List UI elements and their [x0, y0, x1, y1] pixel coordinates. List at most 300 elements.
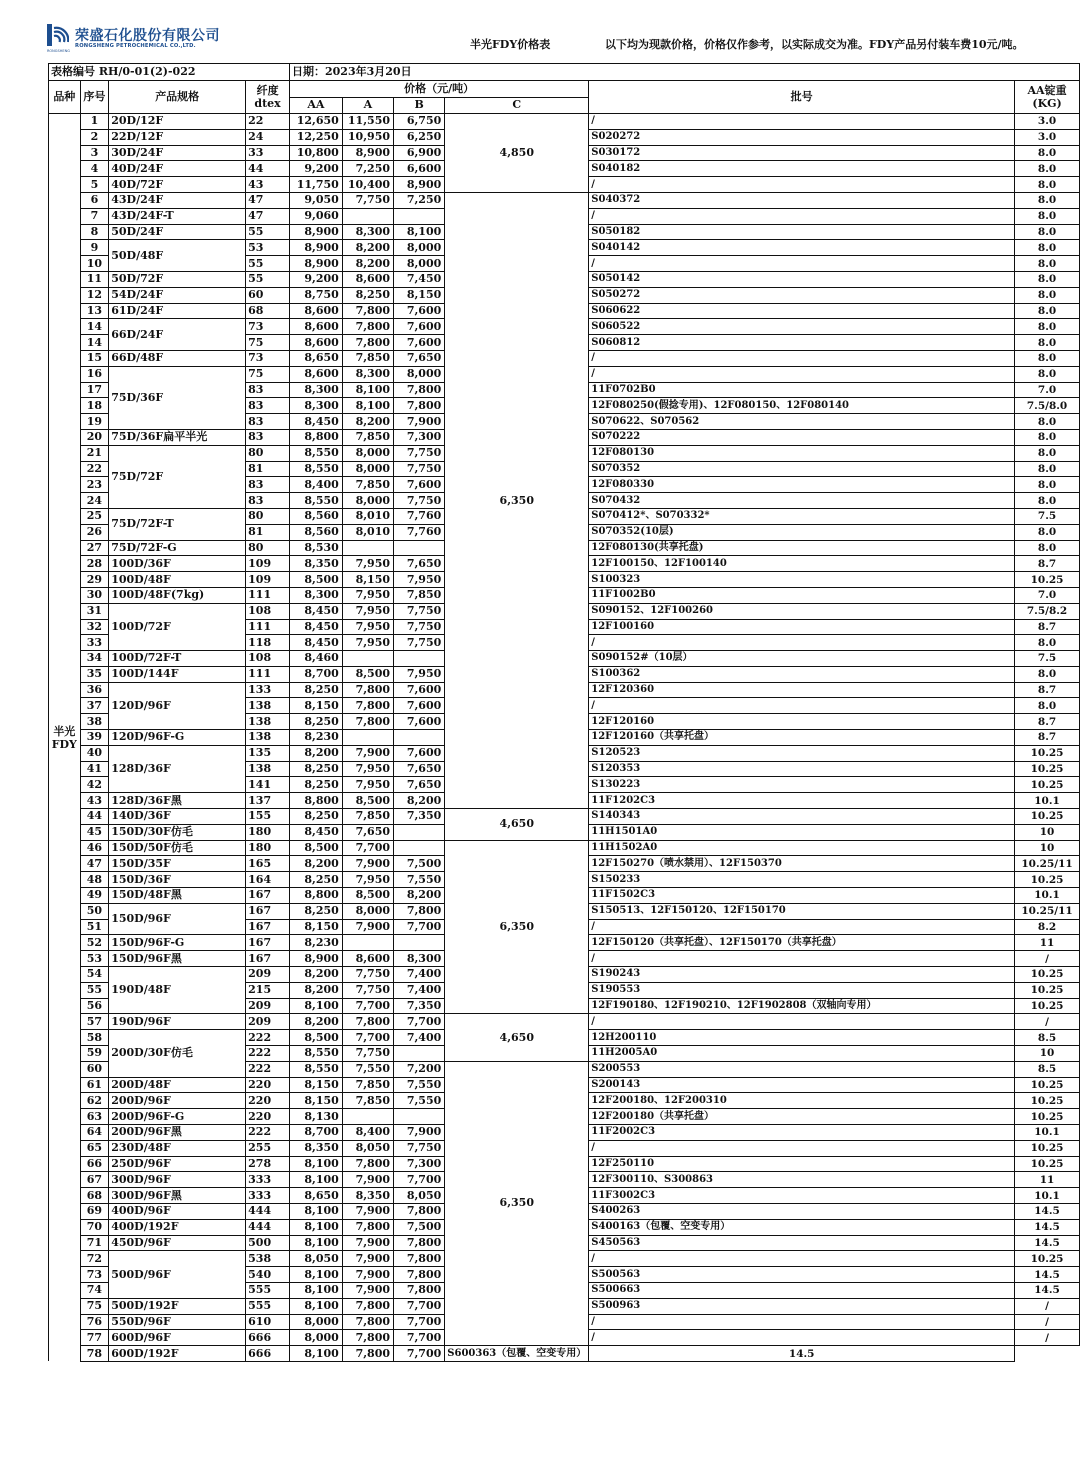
batch-cell: 11F1502C3	[589, 888, 1015, 904]
weight-cell: 8.0	[1015, 445, 1080, 461]
price-aa-cell: 8,250	[290, 777, 343, 793]
dtex-cell: 68	[246, 303, 290, 319]
price-aa-cell: 8,300	[290, 398, 343, 414]
price-aa-cell: 8,250	[290, 872, 343, 888]
price-b-cell: 7,700	[394, 919, 445, 935]
weight-cell: 10.25	[1015, 872, 1080, 888]
weight-cell: 7.0	[1015, 382, 1080, 398]
price-a-cell: 7,950	[342, 635, 393, 651]
seq-cell: 60	[80, 1061, 109, 1077]
batch-cell: S400263	[589, 1203, 1015, 1219]
batch-cell: S200143	[589, 1077, 1015, 1093]
price-aa-cell: 8,560	[290, 508, 343, 524]
price-b-cell: 7,600	[394, 303, 445, 319]
seq-cell: 37	[80, 698, 109, 714]
batch-cell: S020272	[589, 129, 1015, 145]
weight-cell: /	[1015, 1014, 1080, 1030]
weight-cell: 8.7	[1015, 556, 1080, 572]
dtex-cell: 75	[246, 366, 290, 382]
price-aa-cell: 8,200	[290, 745, 343, 761]
price-aa-cell: 8,500	[290, 1030, 343, 1046]
price-a-cell: 7,250	[342, 161, 393, 177]
batch-cell: S050182	[589, 224, 1015, 240]
price-b-cell: 7,950	[394, 572, 445, 588]
spec-cell: 300D/96F黑	[109, 1188, 246, 1204]
dtex-cell: 83	[246, 429, 290, 445]
price-a-cell: 7,900	[342, 856, 393, 872]
category-cell	[49, 114, 81, 1362]
spec-cell: 66D/48F	[109, 350, 246, 366]
price-aa-cell: 8,100	[290, 1203, 343, 1219]
dtex-cell: 83	[246, 414, 290, 430]
dtex-cell: 555	[246, 1282, 290, 1298]
price-b-cell: 7,500	[394, 1219, 445, 1235]
company-name-en: RONGSHENG PETROCHEMICAL CO.,LTD.	[75, 43, 196, 49]
seq-cell: 28	[80, 556, 109, 572]
price-aa-cell: 12,250	[290, 129, 343, 145]
price-aa-cell: 8,460	[290, 651, 343, 667]
spec-cell: 50D/72F	[109, 271, 246, 287]
spec-cell: 300D/96F	[109, 1172, 246, 1188]
price-c-cell: 6,350	[445, 1061, 589, 1345]
spec-cell: 100D/144F	[109, 666, 246, 682]
weight-cell: 8.0	[1015, 224, 1080, 240]
dtex-cell: 137	[246, 793, 290, 809]
batch-cell: /	[589, 951, 1015, 967]
seq-cell: 66	[80, 1156, 109, 1172]
price-b-cell: 7,950	[394, 666, 445, 682]
price-b-cell: 7,600	[394, 319, 445, 335]
batch-cell: 12F200180（共享托盘）	[589, 1109, 1015, 1125]
price-a-cell: 8,600	[342, 951, 393, 967]
seq-cell: 75	[80, 1298, 109, 1314]
dtex-cell: 333	[246, 1188, 290, 1204]
price-a-cell: 7,900	[342, 919, 393, 935]
price-a-cell: 8,300	[342, 366, 393, 382]
price-a-cell: 11,550	[342, 114, 393, 130]
header-price-group: 价格（元/吨）	[290, 81, 589, 98]
seq-cell: 55	[80, 982, 109, 998]
weight-cell: 10.1	[1015, 888, 1080, 904]
price-aa-cell: 8,600	[290, 366, 343, 382]
price-a-cell: 7,850	[342, 1093, 393, 1109]
price-a-cell: 7,750	[342, 982, 393, 998]
price-b-cell: 8,150	[394, 287, 445, 303]
batch-cell: 12F100160	[589, 619, 1015, 635]
price-b-cell: 7,700	[394, 1014, 445, 1030]
weight-cell: 3.0	[1015, 114, 1080, 130]
price-aa-cell: 8,230	[290, 730, 343, 746]
price-a-cell: 8,350	[342, 1188, 393, 1204]
price-aa-cell: 8,250	[290, 809, 343, 825]
weight-cell: 8.0	[1015, 493, 1080, 509]
price-a-cell: 7,850	[342, 1077, 393, 1093]
batch-cell: /	[589, 350, 1015, 366]
seq-cell: 63	[80, 1109, 109, 1125]
price-b-cell: 7,300	[394, 1156, 445, 1172]
price-a-cell: 7,850	[342, 350, 393, 366]
seq-cell: 77	[80, 1330, 109, 1346]
seq-cell: 29	[80, 572, 109, 588]
weight-cell: 8.0	[1015, 335, 1080, 351]
price-b-cell: 7,750	[394, 1140, 445, 1156]
seq-cell: 11	[80, 271, 109, 287]
price-aa-cell: 8,450	[290, 619, 343, 635]
dtex-cell: 81	[246, 524, 290, 540]
weight-cell: 7.0	[1015, 587, 1080, 603]
seq-cell: 67	[80, 1172, 109, 1188]
seq-cell: 6	[80, 192, 109, 208]
weight-cell: 8.0	[1015, 350, 1080, 366]
price-b-cell	[394, 1046, 445, 1062]
batch-cell: S140343	[589, 809, 1015, 825]
dtex-cell: 108	[246, 651, 290, 667]
weight-cell: 10.25/11	[1015, 856, 1080, 872]
price-aa-cell: 8,250	[290, 714, 343, 730]
price-a-cell	[342, 935, 393, 951]
batch-cell: 12F150270（喷水禁用）、12F150370	[589, 856, 1015, 872]
price-b-cell	[394, 840, 445, 856]
seq-cell: 36	[80, 682, 109, 698]
price-a-cell: 8,100	[342, 398, 393, 414]
price-aa-cell: 8,100	[290, 1219, 343, 1235]
weight-cell: 14.5	[589, 1346, 1015, 1362]
price-a-cell: 8,050	[342, 1140, 393, 1156]
seq-cell: 14	[80, 335, 109, 351]
seq-cell: 48	[80, 872, 109, 888]
batch-cell: S070432	[589, 493, 1015, 509]
spec-cell: 75D/36F扁平半光	[109, 429, 246, 445]
weight-cell: 8.0	[1015, 698, 1080, 714]
spec-cell: 230D/48F	[109, 1140, 246, 1156]
price-aa-cell: 8,560	[290, 524, 343, 540]
seq-cell: 59	[80, 1046, 109, 1062]
spec-cell: 100D/48F	[109, 572, 246, 588]
seq-cell: 76	[80, 1314, 109, 1330]
weight-cell: 10.25	[1015, 572, 1080, 588]
header-weight	[1015, 81, 1080, 114]
price-a-cell: 7,800	[342, 1156, 393, 1172]
price-aa-cell: 8,450	[290, 824, 343, 840]
dtex-cell: 81	[246, 461, 290, 477]
seq-cell: 44	[80, 809, 109, 825]
spec-cell: 40D/72F	[109, 177, 246, 193]
seq-cell: 9	[80, 240, 109, 256]
price-a-cell	[342, 651, 393, 667]
dtex-cell: 111	[246, 666, 290, 682]
weight-cell: 8.5	[1015, 1030, 1080, 1046]
price-a-cell: 7,750	[342, 967, 393, 983]
dtex-cell: 80	[246, 445, 290, 461]
price-b-cell: 7,800	[394, 1267, 445, 1283]
price-aa-cell: 9,050	[290, 192, 343, 208]
price-b-cell: 7,650	[394, 777, 445, 793]
seq-cell: 53	[80, 951, 109, 967]
logo-subtext: RONGSHENG	[47, 49, 70, 53]
seq-cell: 43	[80, 793, 109, 809]
price-a-cell: 8,900	[342, 145, 393, 161]
weight-cell: 8.0	[1015, 287, 1080, 303]
price-b-cell: 7,600	[394, 714, 445, 730]
dtex-cell: 80	[246, 540, 290, 556]
weight-cell: 10.1	[1015, 1125, 1080, 1141]
header-weight-cn: AA锭重	[1027, 84, 1067, 97]
spec-cell: 140D/36F	[109, 809, 246, 825]
seq-cell: 8	[80, 224, 109, 240]
price-b-cell: 7,750	[394, 603, 445, 619]
table-row	[49, 1014, 1080, 1030]
batch-cell: S050272	[589, 287, 1015, 303]
price-aa-cell: 8,500	[290, 840, 343, 856]
price-b-cell: 7,800	[394, 382, 445, 398]
company-name-cn: 荣盛石化股份有限公司	[75, 28, 220, 44]
dtex-cell: 135	[246, 745, 290, 761]
batch-cell: /	[589, 1014, 1015, 1030]
batch-cell: /	[589, 698, 1015, 714]
table-row	[49, 1346, 1080, 1362]
price-b-cell: 7,400	[394, 982, 445, 998]
seq-cell: 74	[80, 1282, 109, 1298]
spec-cell: 200D/30F仿毛	[109, 1030, 246, 1077]
seq-cell: 49	[80, 888, 109, 904]
weight-cell: 7.5/8.0	[1015, 398, 1080, 414]
batch-cell: 11H2005A0	[589, 1046, 1015, 1062]
dtex-cell: 209	[246, 1014, 290, 1030]
weight-cell: 8.7	[1015, 619, 1080, 635]
dtex-cell: 220	[246, 1109, 290, 1125]
weight-cell: 3.0	[1015, 129, 1080, 145]
price-aa-cell: 8,100	[290, 1346, 343, 1362]
dtex-cell: 47	[246, 192, 290, 208]
weight-cell: 10.25	[1015, 1109, 1080, 1125]
price-a-cell: 7,800	[342, 1314, 393, 1330]
price-c-cell: 6,350	[445, 192, 589, 808]
dtex-cell: 167	[246, 903, 290, 919]
spec-cell: 190D/96F	[109, 1014, 246, 1030]
dtex-cell: 278	[246, 1156, 290, 1172]
weight-cell: 10	[1015, 1046, 1080, 1062]
price-b-cell: 7,550	[394, 872, 445, 888]
weight-cell: /	[1015, 1330, 1080, 1346]
weight-cell: 10	[1015, 824, 1080, 840]
batch-cell: 12F100150、12F100140	[589, 556, 1015, 572]
weight-cell: 10.25/11	[1015, 903, 1080, 919]
dtex-cell: 133	[246, 682, 290, 698]
dtex-cell: 610	[246, 1314, 290, 1330]
price-a-cell: 7,800	[342, 1330, 393, 1346]
spec-cell: 150D/35F	[109, 856, 246, 872]
seq-cell: 22	[80, 461, 109, 477]
batch-cell: S050142	[589, 271, 1015, 287]
batch-cell: 12F080330	[589, 477, 1015, 493]
price-a-cell: 7,900	[342, 1203, 393, 1219]
spec-cell: 30D/24F	[109, 145, 246, 161]
weight-cell: 11	[1015, 935, 1080, 951]
dtex-cell: 222	[246, 1030, 290, 1046]
batch-cell: /	[589, 208, 1015, 224]
price-aa-cell: 8,100	[290, 1235, 343, 1251]
dtex-cell: 47	[246, 208, 290, 224]
dtex-cell: 60	[246, 287, 290, 303]
weight-cell: 10	[1015, 840, 1080, 856]
price-aa-cell: 8,800	[290, 793, 343, 809]
price-a-cell	[342, 1109, 393, 1125]
dtex-cell: 167	[246, 888, 290, 904]
batch-cell: S120353	[589, 761, 1015, 777]
price-b-cell: 7,400	[394, 1030, 445, 1046]
seq-cell: 1	[80, 114, 109, 130]
price-a-cell	[342, 730, 393, 746]
dtex-cell: 83	[246, 398, 290, 414]
weight-cell: 8.7	[1015, 682, 1080, 698]
seq-cell: 40	[80, 745, 109, 761]
seq-cell: 78	[80, 1346, 109, 1362]
weight-cell: 10.25	[1015, 967, 1080, 983]
spec-cell: 550D/96F	[109, 1314, 246, 1330]
seq-cell: 42	[80, 777, 109, 793]
batch-cell: S150233	[589, 872, 1015, 888]
price-b-cell: 7,800	[394, 903, 445, 919]
price-b-cell: 8,000	[394, 256, 445, 272]
table-row	[49, 114, 1080, 130]
seq-cell: 72	[80, 1251, 109, 1267]
batch-cell: S060812	[589, 335, 1015, 351]
spec-cell: 43D/24F	[109, 192, 246, 208]
batch-cell: /	[589, 635, 1015, 651]
price-a-cell: 7,900	[342, 1267, 393, 1283]
batch-cell: 12F120360	[589, 682, 1015, 698]
spec-cell: 150D/96F	[109, 903, 246, 935]
price-c-cell: 4,850	[445, 114, 589, 193]
price-a-cell: 7,650	[342, 824, 393, 840]
price-b-cell: 7,300	[394, 429, 445, 445]
weight-cell: 8.0	[1015, 256, 1080, 272]
price-c-cell: 4,650	[445, 809, 589, 841]
price-aa-cell: 10,800	[290, 145, 343, 161]
batch-cell: S030172	[589, 145, 1015, 161]
price-aa-cell: 8,450	[290, 414, 343, 430]
price-a-cell: 7,700	[342, 840, 393, 856]
weight-cell: /	[1015, 1298, 1080, 1314]
spec-cell: 54D/24F	[109, 287, 246, 303]
dtex-cell: 444	[246, 1203, 290, 1219]
price-a-cell: 8,500	[342, 666, 393, 682]
batch-cell: S040372	[589, 192, 1015, 208]
price-aa-cell: 8,450	[290, 635, 343, 651]
price-a-cell: 8,000	[342, 445, 393, 461]
price-a-cell: 7,800	[342, 682, 393, 698]
batch-cell: /	[589, 1314, 1015, 1330]
price-b-cell: 7,700	[394, 1172, 445, 1188]
header-dtex-cn: 纤度	[256, 84, 279, 97]
batch-cell: S450563	[589, 1235, 1015, 1251]
seq-cell: 34	[80, 651, 109, 667]
price-a-cell: 8,200	[342, 414, 393, 430]
spec-cell: 75D/72F-G	[109, 540, 246, 556]
batch-cell: S120523	[589, 745, 1015, 761]
price-b-cell: 7,760	[394, 508, 445, 524]
price-b-cell: 7,850	[394, 587, 445, 603]
seq-cell: 21	[80, 445, 109, 461]
batch-cell: /	[589, 114, 1015, 130]
batch-cell: S060522	[589, 319, 1015, 335]
batch-cell: 11H1502A0	[589, 840, 1015, 856]
price-a-cell: 7,900	[342, 745, 393, 761]
price-b-cell: 7,700	[394, 1298, 445, 1314]
dtex-cell: 80	[246, 508, 290, 524]
weight-cell: 8.0	[1015, 414, 1080, 430]
seq-cell: 54	[80, 967, 109, 983]
price-b-cell: 8,900	[394, 177, 445, 193]
weight-cell: 8.0	[1015, 635, 1080, 651]
spec-cell: 75D/72F-T	[109, 508, 246, 540]
seq-cell: 16	[80, 366, 109, 382]
batch-cell: S130223	[589, 777, 1015, 793]
price-aa-cell: 8,100	[290, 1282, 343, 1298]
batch-cell: 11F1202C3	[589, 793, 1015, 809]
price-a-cell: 7,800	[342, 1219, 393, 1235]
price-a-cell: 7,900	[342, 1172, 393, 1188]
price-aa-cell: 8,600	[290, 319, 343, 335]
seq-cell: 26	[80, 524, 109, 540]
seq-cell: 73	[80, 1267, 109, 1283]
dtex-cell: 83	[246, 382, 290, 398]
price-aa-cell: 8,650	[290, 1188, 343, 1204]
price-a-cell: 7,950	[342, 619, 393, 635]
weight-cell: 8.0	[1015, 524, 1080, 540]
weight-cell: 10.25	[1015, 1093, 1080, 1109]
weight-cell: 10.25	[1015, 1077, 1080, 1093]
dtex-cell: 220	[246, 1077, 290, 1093]
seq-cell: 38	[80, 714, 109, 730]
logo-mark-icon	[47, 24, 69, 48]
weight-cell: 8.5	[1015, 1061, 1080, 1077]
weight-cell: 7.5/8.2	[1015, 603, 1080, 619]
price-a-cell: 7,800	[342, 1298, 393, 1314]
header-grade-c: C	[445, 97, 589, 114]
weight-cell: 8.0	[1015, 271, 1080, 287]
price-aa-cell: 8,750	[290, 287, 343, 303]
price-a-cell: 7,950	[342, 872, 393, 888]
price-aa-cell: 8,700	[290, 1125, 343, 1141]
seq-cell: 68	[80, 1188, 109, 1204]
batch-cell: S500563	[589, 1267, 1015, 1283]
weight-cell: 10.25	[1015, 1251, 1080, 1267]
spec-cell: 50D/24F	[109, 224, 246, 240]
price-aa-cell: 9,200	[290, 271, 343, 287]
price-a-cell: 7,850	[342, 477, 393, 493]
batch-cell: S190553	[589, 982, 1015, 998]
weight-cell: 11	[1015, 1172, 1080, 1188]
dtex-cell: 43	[246, 177, 290, 193]
batch-cell: S100323	[589, 572, 1015, 588]
price-b-cell: 7,600	[394, 335, 445, 351]
price-a-cell	[342, 208, 393, 224]
weight-cell: 7.5	[1015, 508, 1080, 524]
spec-cell: 22D/12F	[109, 129, 246, 145]
weight-cell: 14.5	[1015, 1267, 1080, 1283]
batch-cell: 12F120160（共享托盘）	[589, 730, 1015, 746]
header-grade-a: A	[342, 97, 393, 114]
price-b-cell: 7,200	[394, 1061, 445, 1077]
seq-cell: 45	[80, 824, 109, 840]
weight-cell: 14.5	[1015, 1219, 1080, 1235]
seq-cell: 24	[80, 493, 109, 509]
price-a-cell: 8,200	[342, 240, 393, 256]
spec-cell: 400D/96F	[109, 1203, 246, 1219]
weight-cell: 10.1	[1015, 1188, 1080, 1204]
price-b-cell: 7,250	[394, 192, 445, 208]
